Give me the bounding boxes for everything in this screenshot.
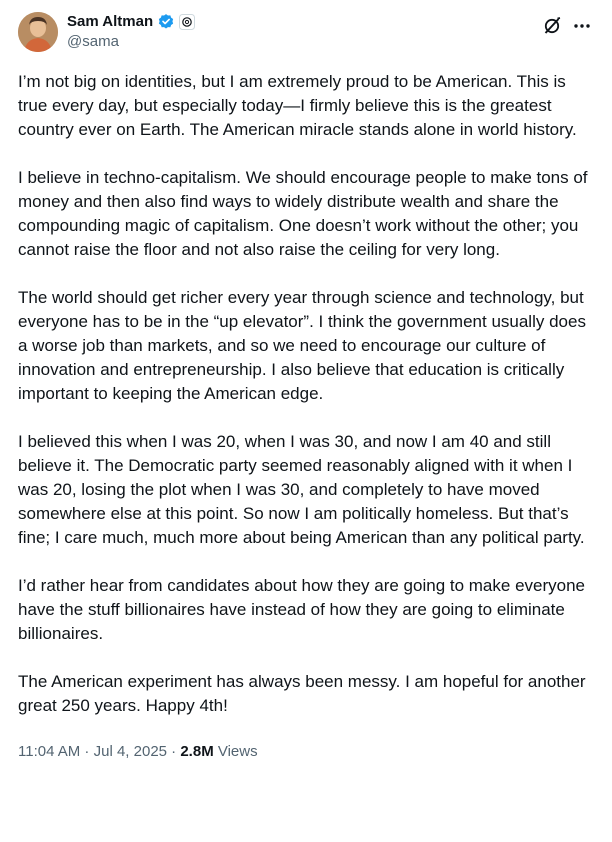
tweet-header — [18, 12, 594, 60]
tweet-date: Jul 4, 2025 — [93, 743, 167, 760]
header-actions — [540, 12, 594, 38]
author-identity — [67, 12, 195, 52]
tweet-paragraph: I believed this when I was 20, when I was 30, and now I am 40 and still believe it. The Democratic party seemed reasonably aligned with it when I was 20, losing the plot when I was 30, and completely to have moved somewhere else at this point. So now I am politically homeless. But that’s fine; I care much, much more about being American than any political party. — [18, 432, 585, 547]
tweet-time: 11:04 AM — [18, 743, 81, 760]
verified-badge-icon — [157, 13, 175, 31]
grok-button[interactable] — [540, 14, 564, 38]
tweet-paragraph: I’m not big on identities, but I am extremely proud to be American. This is true every day, but especially today—I firmly believe this is the greatest country ever on Earth. The American miracle stands alone in world history. — [18, 72, 577, 139]
more-button[interactable] — [570, 14, 594, 38]
tweet-text — [18, 70, 596, 718]
meta-separator: · — [80, 743, 94, 760]
tweet-paragraph: I’d rather hear from candidates about how they are going to make everyone have the stuff billionaires have instead of how they are going to eliminate billionaires. — [18, 576, 586, 643]
grok-slash-icon — [542, 16, 562, 36]
avatar-image — [18, 12, 58, 52]
views-label: Views — [213, 743, 258, 760]
tweet-paragraph: The world should get richer every year through science and technology, but everyone has to be in the “up elevator”. I think the government usually does a worse job than markets, and so we need to encourage our culture of innovation and entrepreneurship. I also believe that education is critically important to keeping the American edge. — [18, 288, 586, 403]
affiliation-badge-icon[interactable] — [179, 14, 195, 30]
tweet-meta — [18, 742, 594, 762]
tweet-paragraph: The American experiment has always been messy. I am hopeful for another great 250 years. Happy 4th! — [18, 672, 586, 715]
tweet-paragraph: I believe in techno-capitalism. We should encourage people to make tons of money and then also find ways to widely distribute wealth and share the compounding magic of capitalism. One doesn’t work without the other; you cannot raise the floor and not also raise the ceiling for very long. — [18, 168, 588, 259]
name-row — [67, 12, 195, 32]
avatar[interactable] — [18, 12, 58, 52]
more-dots-icon — [572, 16, 592, 36]
views-count: 2.8M — [180, 743, 214, 760]
author-handle[interactable]: @sama — [67, 33, 119, 50]
meta-separator: · — [167, 743, 181, 760]
display-name[interactable]: Sam Altman — [67, 13, 154, 30]
tweet-timestamp[interactable] — [18, 743, 167, 760]
